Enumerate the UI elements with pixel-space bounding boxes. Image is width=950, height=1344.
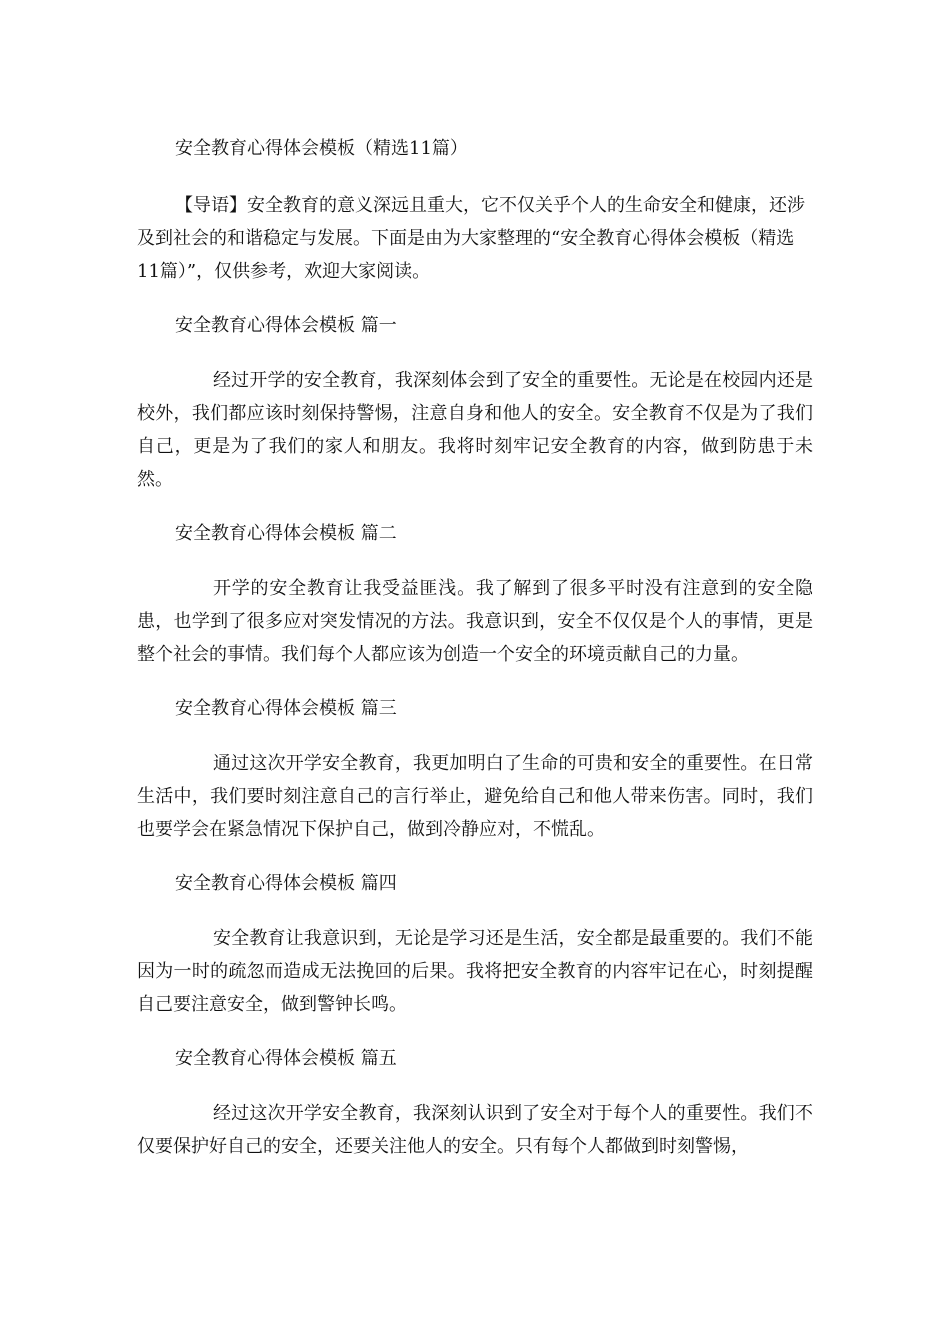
section-1 [137, 309, 813, 496]
section-4 [137, 867, 813, 1021]
intro-paragraph: 【导语】安全教育的意义深远且重大，它不仅关乎个人的生命安全和健康，还涉及到社会的和谐稳定与发展。下面是由为大家整理的“安全教育心得体会模板（精选11篇）”，仅供参考，欢迎大家阅读。 [137, 195, 805, 282]
section-heading: 安全教育心得体会模板 篇一 [175, 315, 397, 336]
section-body: 经过开学的安全教育，我深刻体会到了安全的重要性。无论是在校园内还是校外，我们都应该时刻保持警惕，注意自身和他人的安全。安全教育不仅是为了我们自己，更是为了我们的家人和朋友。我将时刻牢记安全教育的内容，做到防患于未然。 [137, 370, 813, 490]
document-page [137, 132, 813, 1184]
section-heading: 安全教育心得体会模板 篇二 [175, 523, 397, 544]
section-heading: 安全教育心得体会模板 篇五 [175, 1048, 397, 1069]
section-2 [137, 517, 813, 671]
section-body: 经过这次开学安全教育，我深刻认识到了安全对于每个人的重要性。我们不仅要保护好自己的安全，还要关注他人的安全。只有每个人都做到时刻警惕， [137, 1103, 813, 1157]
section-heading: 安全教育心得体会模板 篇三 [175, 698, 397, 719]
section-5 [137, 1042, 813, 1163]
section-body: 通过这次开学安全教育，我更加明白了生命的可贵和安全的重要性。在日常生活中，我们要时刻注意自己的言行举止，避免给自己和他人带来伤害。同时，我们也要学会在紧急情况下保护自己，做到冷静应对，不慌乱。 [137, 753, 813, 840]
section-body: 安全教育让我意识到，无论是学习还是生活，安全都是最重要的。我们不能因为一时的疏忽而造成无法挽回的后果。我将把安全教育的内容牢记在心，时刻提醒自己要注意安全，做到警钟长鸣。 [137, 928, 813, 1015]
section-body: 开学的安全教育让我受益匪浅。我了解到了很多平时没有注意到的安全隐患，也学到了很多应对突发情况的方法。我意识到，安全不仅仅是个人的事情，更是整个社会的事情。我们每个人都应该为创造一个安全的环境贡献自己的力量。 [137, 578, 813, 665]
document-title: 安全教育心得体会模板（精选11篇） [175, 138, 468, 159]
section-3 [137, 692, 813, 846]
section-heading: 安全教育心得体会模板 篇四 [175, 873, 397, 894]
